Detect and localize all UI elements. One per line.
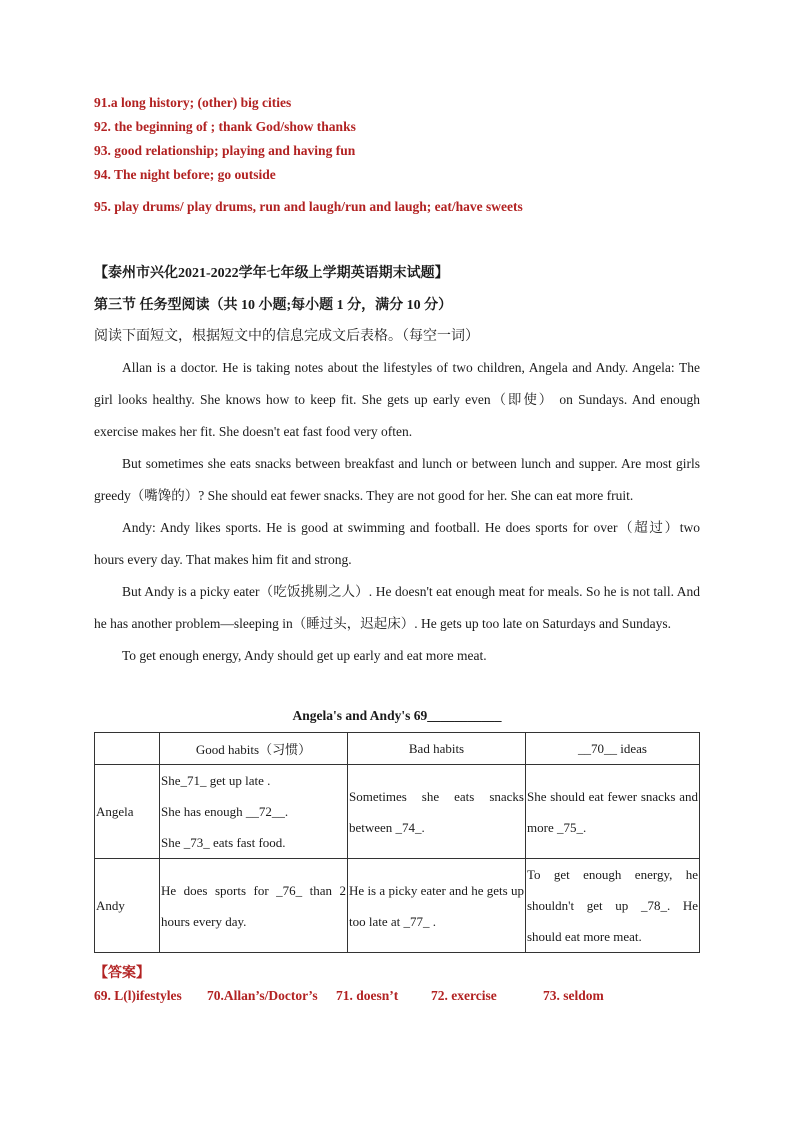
answer-70: 70.Allan’s/Doctor’s: [207, 988, 318, 1003]
prev-answer-95: 95. play drums/ play drums, run and laugh/run and laugh; eat/have sweets: [94, 199, 523, 214]
angela-bad-text: Sometimes she eats snacks between _74_.: [349, 788, 524, 835]
answer-69: 69. L(l)ifestyles: [94, 988, 182, 1003]
prev-answer-94: 94. The night before; go outside: [94, 167, 276, 182]
reading-passage: [94, 352, 700, 672]
angela-good-line: She _73_ eats fast food.: [161, 835, 286, 850]
paragraph: To get enough energy, Andy should get up early and eat more meat.: [122, 648, 487, 663]
header-ideas: __70__ ideas: [526, 733, 700, 765]
paragraph: But Andy is a picky eater（吃饭挑剔之人）. He doesn't eat enough meat for meals. So he is not tall. And he has another problem—sleeping in（睡过头，迟起床）. He gets up too late on Saturdays and Sundays.: [94, 584, 700, 631]
prev-answer-91: 91.a long history; (other) big cities: [94, 95, 292, 110]
angela-bad-habits: [348, 765, 526, 859]
angela-good-habits: [160, 765, 348, 859]
answer-73: 73. seldom: [543, 988, 604, 1003]
table-header-row: [95, 733, 700, 765]
habits-table: [94, 732, 700, 953]
angela-ideas: [526, 765, 700, 859]
andy-bad-text: He is a picky eater and he gets up too late at _77_ .: [349, 882, 524, 929]
andy-bad-habits: [348, 859, 526, 953]
table-row-angela: [95, 765, 700, 859]
answer-label: 【答案】: [94, 966, 150, 981]
instruction: 阅读下面短文，根据短文中的信息完成文后表格。（每空一词）: [94, 329, 479, 344]
table-row-andy: [95, 859, 700, 953]
answer-72: 72. exercise: [431, 988, 497, 1003]
header-bad-habits: Bad habits: [348, 733, 526, 765]
angela-good-line: She_71_ get up late .: [161, 773, 271, 788]
paragraph: But sometimes she eats snacks between breakfast and lunch or between lunch and supper. Are most girls greedy（嘴馋的）? She should eat fewer snacks. They are not good for her. She can eat more fruit.: [94, 456, 700, 503]
row-name-angela: Angela: [95, 765, 160, 859]
angela-ideas-text: She should eat fewer snacks and more _75_.: [527, 788, 698, 835]
andy-ideas-text: To get enough energy, he shouldn't get up _78_. He should eat more meat.: [527, 867, 698, 944]
row-name-andy: Andy: [95, 859, 160, 953]
prev-answer-93: 93. good relationship; playing and having fun: [94, 143, 356, 158]
header-blank: [95, 733, 160, 765]
header-good-habits: Good habits（习惯）: [160, 733, 348, 765]
paragraph: Allan is a doctor. He is taking notes about the lifestyles of two children, Angela and Andy. Angela: The girl looks healthy. She knows how to keep fit. She gets up early even（即使） on Sundays. And enough exercise makes her fit. She doesn't eat fast food very often.: [94, 360, 700, 439]
angela-good-line: She has enough __72__.: [161, 804, 289, 819]
table-caption: Angela's and Andy's 69___________: [292, 708, 502, 723]
source-title: 【泰州市兴化2021-2022学年七年级上学期英语期末试题】: [94, 266, 449, 281]
prev-answer-92: 92. the beginning of ; thank God/show thanks: [94, 119, 356, 134]
andy-ideas: [526, 859, 700, 953]
paragraph: Andy: Andy likes sports. He is good at swimming and football. He does sports for over（超过）two hours every day. That makes him fit and strong.: [94, 520, 700, 567]
answer-71: 71. doesn’t: [336, 988, 399, 1003]
andy-good-habits: [160, 859, 348, 953]
section-title: 第三节 任务型阅读（共 10 小题;每小题 1 分，满分 10 分）: [94, 298, 453, 313]
andy-good-text: He does sports for _76_ than 2 hours every day.: [161, 882, 346, 929]
